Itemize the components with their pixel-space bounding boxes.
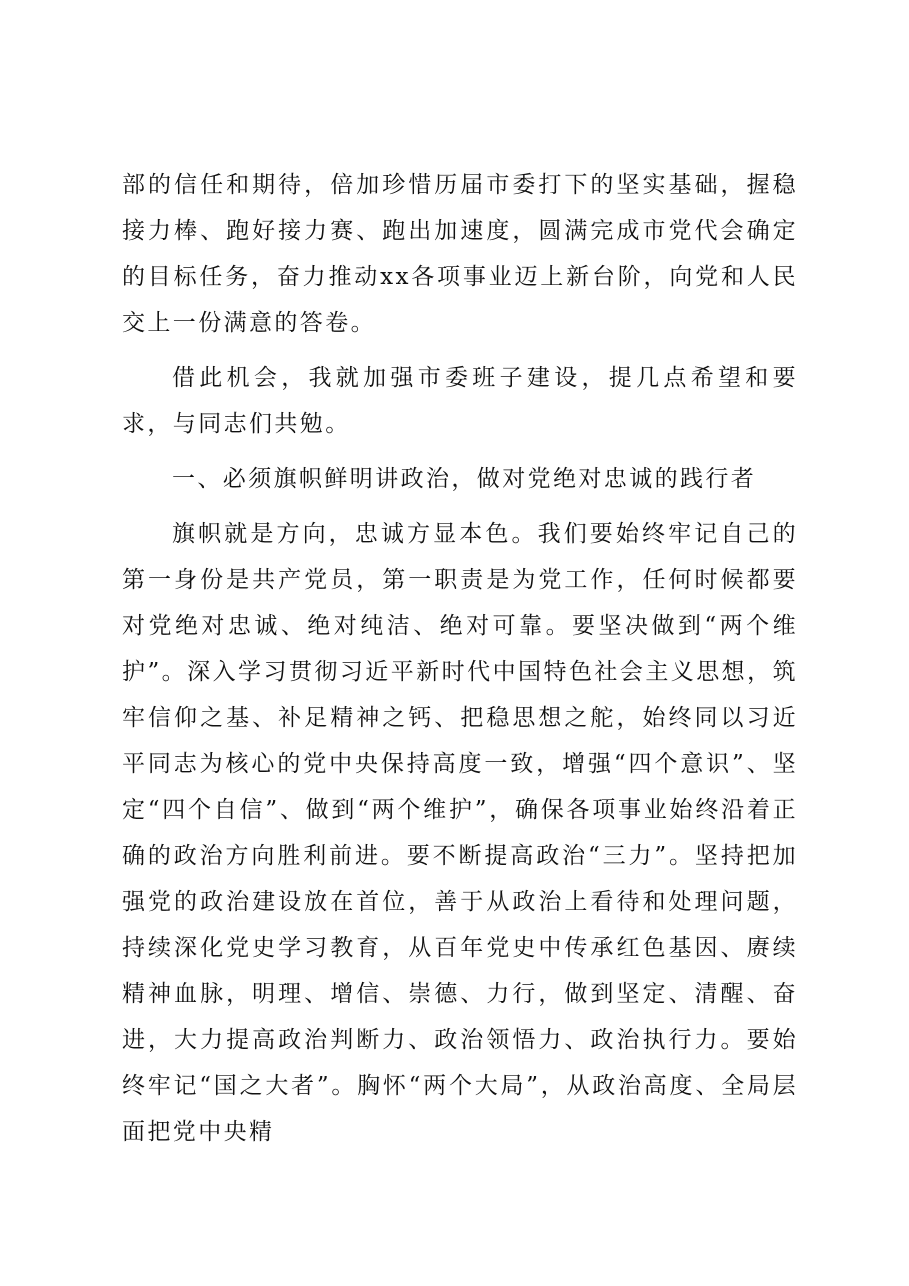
- document-body: [122, 162, 798, 1164]
- paragraph-continuation: 部的信任和期待，倍加珍惜历届市委打下的坚实基础，握稳接力棒、跑好接力赛、跑出加速度，圆满完成市党代会确定的目标任务，奋力推动xx各项事业迈上新台阶，向党和人民交上一份满意的答卷。: [122, 172, 798, 336]
- paragraph-intro: 借此机会，我就加强市委班子建设，提几点希望和要求，与同志们共勉。: [122, 365, 798, 437]
- section-heading-1: 一、必须旗帜鲜明讲政治，做对党绝对忠诚的践行者: [172, 466, 757, 492]
- paragraph-section-1-body: 旗帜就是方向，忠诚方显本色。我们要始终牢记自己的第一身份是共产党员，第一职责是为党工作，任何时候都要对党绝对忠诚、绝对纯洁、绝对可靠。要坚决做到“两个维护”。深入学习贯彻习近平新时代中国特色社会主义思想，筑牢信仰之基、补足精神之钙、把稳思想之舵，始终同以习近平同志为核心的党中央保持高度一致，增强“四个意识”、坚定“四个自信”、做到“两个维护”，确保各项事业始终沿着正确的政治方向胜利前进。要不断提高政治“三力”。坚持把加强党的政治建设放在首位，善于从政治上看待和处理问题，持续深化党史学习教育，从百年党史中传承红色基因、赓续精神血脉，明理、增信、崇德、力行，做到坚定、清醒、奋进，大力提高政治判断力、政治领悟力、政治执行力。要始终牢记“国之大者”。胸怀“两个大局”，从政治高度、全局层面把党中央精: [122, 521, 798, 1145]
